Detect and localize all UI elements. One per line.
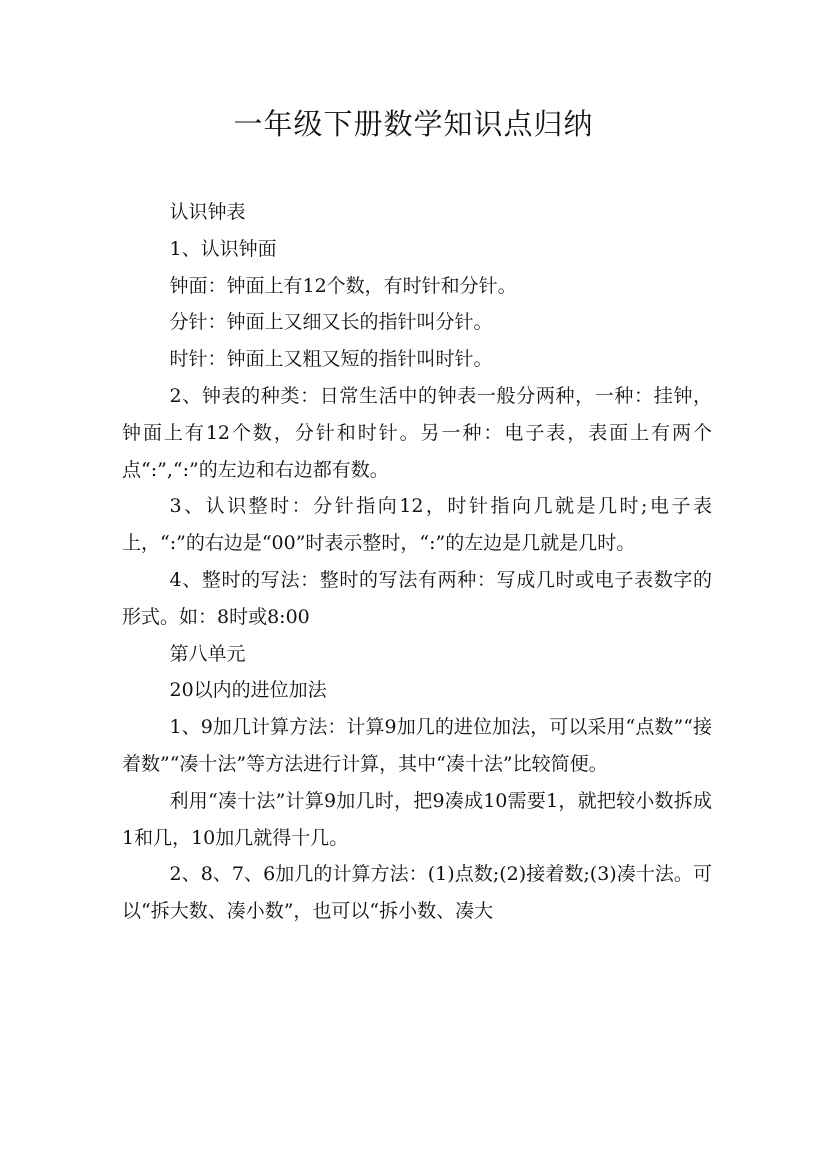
paragraph-clock-types: 2、钟表的种类：日常生活中的钟表一般分两种，一种：挂钟，钟面上有12个数，分针和时针。另一种：电子表，表面上有两个点“:”,“:”的左边和右边都有数。 [122,384,712,481]
section-heading-clock: 认识钟表 [169,201,246,223]
paragraph-minute-hand: 分针：钟面上又细又长的指针叫分针。 [169,311,493,334]
subheading-clock-face: 1、认识钟面 [169,237,277,260]
document-body [122,194,712,930]
paragraph-clock-face: 钟面：钟面上有12个数，有时针和分针。 [169,274,517,297]
paragraph-make-ten: 利用“凑十法”计算9加几时，把9凑成10需要1，就把较小数拆成1和几，10加几就得十几。 [122,789,712,849]
paragraph-whole-hour: 3、认识整时：分针指向12，时针指向几就是几时;电子表上，“:”的右边是“00”时表示整时，“:”的左边是几就是几时。 [122,495,712,555]
paragraph-hour-hand: 时针：钟面上又粗又短的指针叫时针。 [169,348,493,371]
section-heading-unit-8: 第八单元 [169,642,246,665]
page-title: 一年级下册数学知识点归纳 [233,107,594,141]
paragraph-add-nine: 1、9加几计算方法：计算9加几的进位加法，可以采用“点数”“接着数”“凑十法”等方法进行计算，其中“凑十法”比较简便。 [122,716,712,775]
paragraph-add-eight-seven-six: 2、8、7、6加几的计算方法：(1)点数;(2)接着数;(3)凑十法。可以“拆大数、凑小数”，也可以“拆小数、凑大 [122,863,712,923]
subheading-carry-addition: 20以内的进位加法 [169,679,327,702]
paragraph-hour-notation: 4、整时的写法：整时的写法有两种：写成几时或电子表数字的形式。如：8时或8:00 [122,568,712,628]
